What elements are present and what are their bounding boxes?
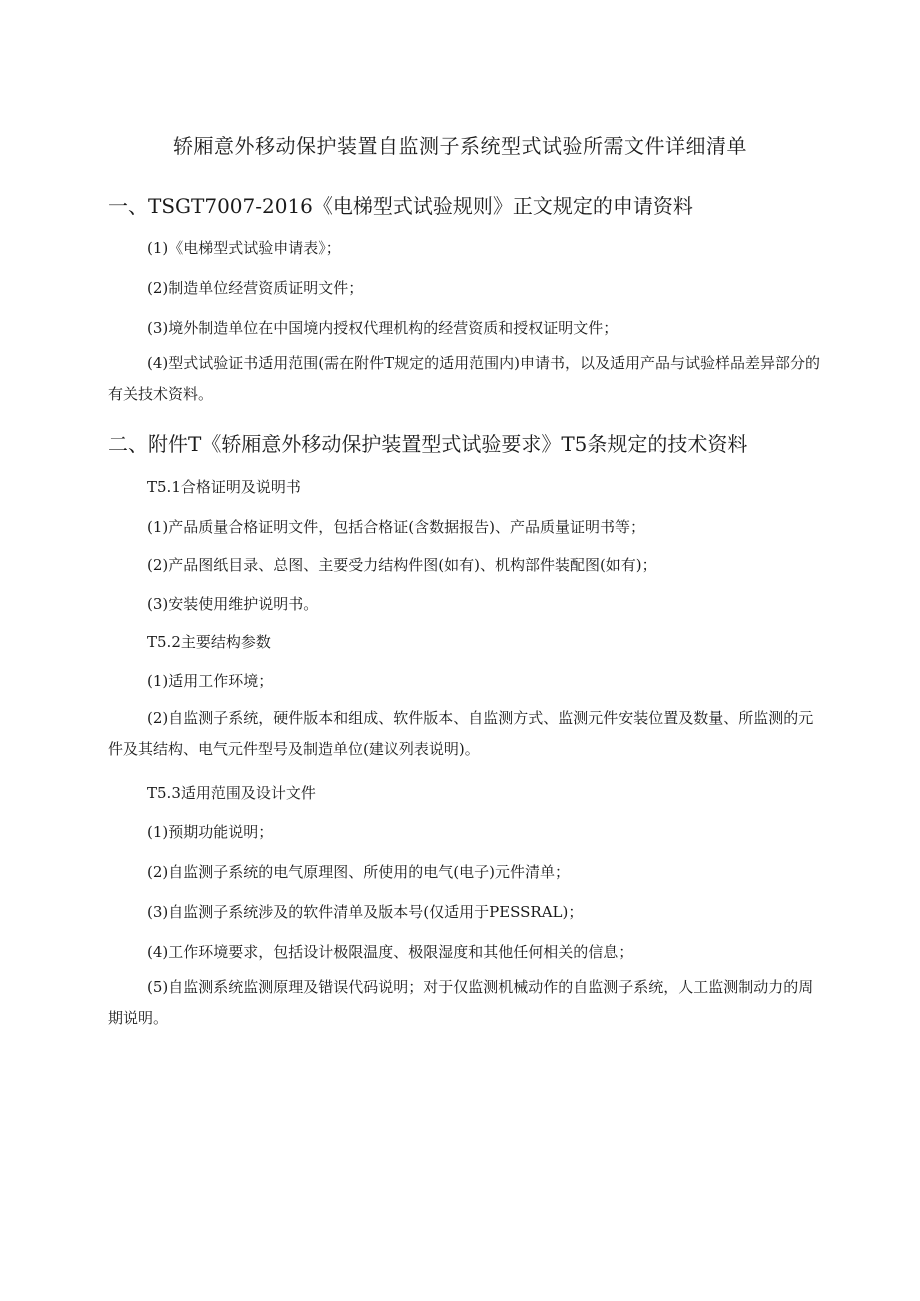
t5-2-item-1: (1)适用工作环境； bbox=[147, 672, 274, 690]
section-1-item-1: (1)《电梯型式试验申请表》； bbox=[147, 239, 341, 257]
section-1-item-3: (3)境外制造单位在中国境内授权代理机构的经营资质和授权证明文件； bbox=[147, 319, 619, 337]
section-1-item-4: (4)型式试验证书适用范围(需在附件T规定的适用范围内)申请书，以及适用产品与试验样品差异部分的有关技术资料。 bbox=[108, 354, 820, 403]
t5-1-item-3: (3)安装使用维护说明书。 bbox=[147, 595, 319, 613]
t5-2-label: T5.2主要结构参数 bbox=[147, 633, 271, 651]
document-title: 轿厢意外移动保护装置自监测子系统型式试验所需文件详细清单 bbox=[173, 134, 747, 158]
t5-3-item-5: (5)自监测系统监测原理及错误代码说明；对于仅监测机械动作的自监测子系统，人工监测制动力的周期说明。 bbox=[108, 978, 814, 1027]
section-1-heading: 一、TSGT7007-2016《电梯型式试验规则》正文规定的申请资料 bbox=[108, 194, 693, 218]
t5-1-label: T5.1合格证明及说明书 bbox=[147, 478, 301, 496]
t5-3-label: T5.3适用范围及设计文件 bbox=[147, 784, 316, 802]
t5-3-item-3: (3)自监测子系统涉及的软件清单及版本号(仅适用于PESSRAL)； bbox=[147, 903, 584, 921]
section-1-item-2: (2)制造单位经营资质证明文件； bbox=[147, 279, 364, 297]
section-2-heading: 二、附件T《轿厢意外移动保护装置型式试验要求》T5条规定的技术资料 bbox=[108, 432, 748, 456]
t5-1-item-1: (1)产品质量合格证明文件，包括合格证(含数据报告)、产品质量证明书等； bbox=[147, 518, 645, 536]
t5-2-item-2: (2)自监测子系统，硬件版本和组成、软件版本、自监测方式、监测元件安装位置及数量、所监测的元件及其结构、电气元件型号及制造单位(建议列表说明)。 bbox=[108, 709, 814, 758]
t5-3-item-4: (4)工作环境要求，包括设计极限温度、极限湿度和其他任何相关的信息； bbox=[147, 943, 634, 961]
t5-3-item-2: (2)自监测子系统的电气原理图、所使用的电气(电子)元件清单； bbox=[147, 863, 570, 881]
t5-3-item-1: (1)预期功能说明； bbox=[147, 823, 274, 841]
t5-1-item-2: (2)产品图纸目录、总图、主要受力结构件图(如有)、机构部件装配图(如有)； bbox=[147, 556, 657, 574]
